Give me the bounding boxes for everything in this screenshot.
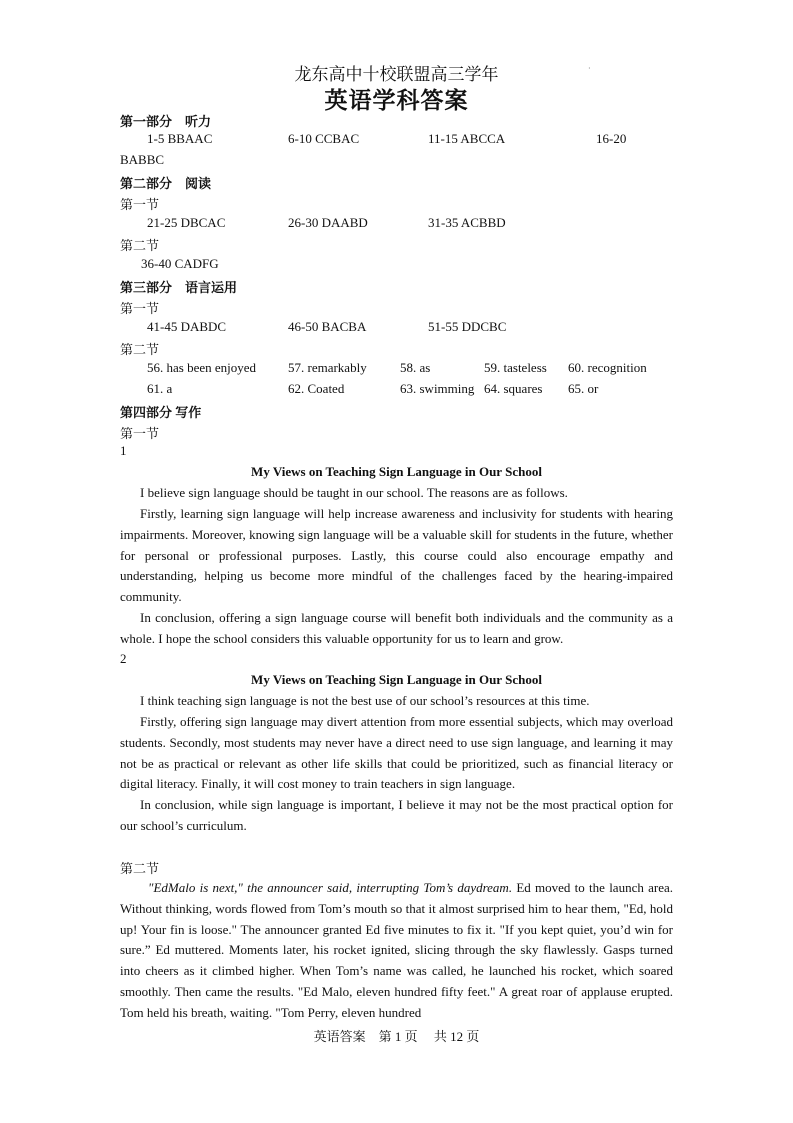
answer-group: 36-40 CADFG	[141, 256, 219, 271]
part2-heading: 第二部分 阅读	[120, 176, 212, 191]
section-label: 第二节	[120, 238, 160, 253]
answer-item: 58. as	[400, 360, 431, 375]
essay-number: 2	[120, 651, 127, 666]
answer-group: 46-50 BACBA	[288, 319, 367, 334]
answer-item: 62. Coated	[288, 381, 345, 396]
answer-item: 57. remarkably	[288, 360, 367, 375]
document-title: 龙东高中十校联盟高三学年	[294, 65, 499, 84]
part3-heading: 第三部分 语言运用	[120, 280, 238, 295]
essay-title: My Views on Teaching Sign Language in Our School	[251, 464, 542, 479]
answer-item: 64. squares	[484, 381, 543, 396]
answer-item: 59. tasteless	[484, 360, 547, 375]
document-subtitle: 英语学科答案	[324, 88, 469, 113]
essay-title: My Views on Teaching Sign Language in Our School	[251, 672, 542, 687]
opening-sentence: "EdMalo is next," the announcer said, interrupting Tom’s daydream.	[148, 880, 513, 895]
answer-item: 63. swimming	[400, 381, 475, 396]
answer-group: 51-55 DDCBC	[428, 319, 507, 334]
section-label: 第一节	[120, 301, 160, 316]
part4-heading: 第四部分 写作	[120, 405, 202, 420]
essay-paragraph: Firstly, offering sign language may divert attention from more essential subjects, which may overload students. Secondly, most students may never have a direct need to use sign language, and learning it may not be as practical or relevant as other life skills that could be prioritized, such as financial literacy or digital literacy. Finally, it will cost money to train teachers in sign language.	[120, 714, 673, 792]
section-label: 第一节	[120, 426, 160, 441]
answer-group: 26-30 DAABD	[288, 215, 368, 230]
part1-heading: 第一部分 听力	[120, 114, 212, 129]
answer-group-wrap: BABBC	[120, 152, 165, 167]
continuation-text: Ed moved to the launch area. Without thinking, words flowed from Tom’s mouth so that it almost surprised him to hear them, "Ed, hold up! Your fin is loose." The announcer granted Ed five minutes to fix it. "If you kept quiet, you’d win for sure.” Ed muttered. Moments later, his rocket ignited, slicing through the sky flawlessly. Gasps turned into cheers as it climbed higher. When Tom’s name was called, he launched his rocket, which soared smoothly. Then came the results. "Ed Malo, eleven hundred fifty feet." A great roar of applause erupted. Tom held his breath, waiting. "Tom Perry, eleven hundred	[120, 880, 673, 1020]
answer-item: 61. a	[147, 381, 173, 396]
answer-item: 65. or	[568, 381, 599, 396]
answer-group: 21-25 DBCAC	[147, 215, 226, 230]
continuation-paragraph	[120, 878, 673, 1024]
answer-group: 6-10 CCBAC	[288, 131, 360, 146]
answer-group: 41-45 DABDC	[147, 319, 227, 334]
section-label: 第二节	[120, 861, 160, 876]
stray-mark: ·	[588, 64, 591, 73]
essay-paragraph: Firstly, learning sign language will help increase awareness and inclusivity for students with hearing impairments. Moreover, knowing sign language will be a valuable skill for students in the future, whether for personal or professional purposes. Lastly, this course could also encourage empathy and understanding, helping us become more mindful of the challenges faced by the hearing-impaired community.	[120, 506, 673, 605]
answer-item: 60. recognition	[568, 360, 647, 375]
essay-paragraph: In conclusion, offering a sign language course will benefit both individuals and the community as a whole. I hope the school considers this valuable opportunity for us to learn and grow.	[120, 610, 673, 646]
essay-paragraph: I think teaching sign language is not the best use of our school’s resources at this time.	[140, 693, 590, 708]
section-label: 第二节	[120, 342, 160, 357]
answer-group: 31-35 ACBBD	[428, 215, 506, 230]
essay-paragraph: I believe sign language should be taught in our school. The reasons are as follows.	[140, 485, 568, 500]
essay-paragraph: In conclusion, while sign language is important, I believe it may not be the most practical option for our school’s curriculum.	[120, 797, 673, 833]
section-label: 第一节	[120, 197, 160, 212]
answer-group: 16-20	[596, 131, 627, 146]
answer-item: 56. has been enjoyed	[147, 360, 257, 375]
page-footer: 英语答案 第 1 页 共 12 页	[313, 1029, 480, 1044]
answer-group: 1-5 BBAAC	[147, 131, 213, 146]
essay-number: 1	[120, 443, 127, 458]
answer-group: 11-15 ABCCA	[428, 131, 506, 146]
